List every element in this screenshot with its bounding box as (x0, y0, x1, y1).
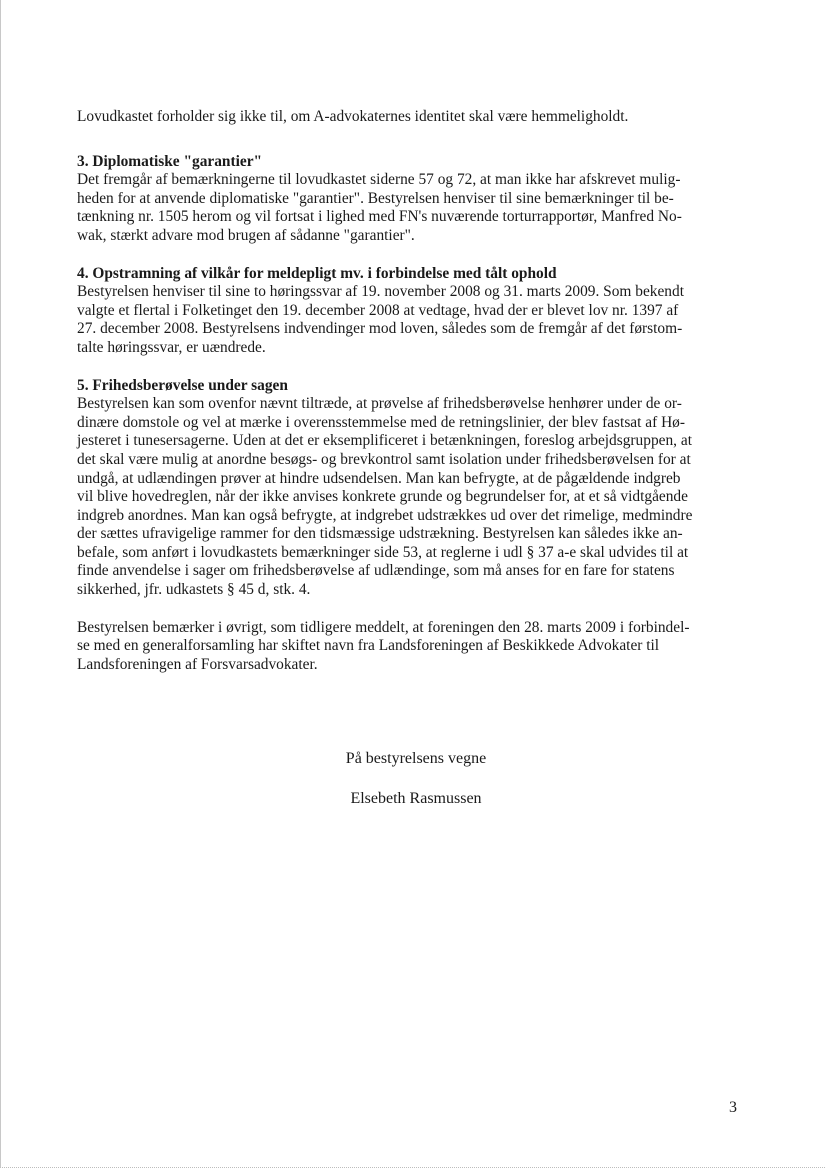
paragraph-line: det skal være mulig at anordne besøgs- og brevkontrol samt isolation under frihedsberøvelsen for at (77, 450, 691, 468)
paragraph-line: valgte et flertal i Folketinget den 19. december 2008 at vedtage, hvad der er blevet lov nr. 1397 af (77, 301, 679, 319)
paragraph-line: indgreb anordnes. Man kan også befrygte, at indgrebet udstrækkes ud over det rimelige, medmindre (77, 506, 693, 524)
page-number: 3 (729, 1099, 737, 1116)
paragraph-line: heden for at anvende diplomatiske "garantier". Bestyrelsen henviser til sine bemærkninger til be- (77, 189, 674, 207)
paragraph-line: finde anvendelse i sager om frihedsberøvelse af udlændinge, som må anses for en fare for statens (77, 562, 675, 580)
paragraph-line: Det fremgår af bemærkningerne til lovudkastet siderne 57 og 72, at man ikke har afskrevet mulig- (77, 171, 681, 189)
paragraph-line: jesteret i tunesersagerne. Uden at det er eksemplificeret i betænkningen, foreslog arbejdsgruppen, at (77, 432, 692, 450)
paragraph-line: Bestyrelsen henviser til sine to høringssvar af 19. november 2008 og 31. marts 2009. Som bekendt (77, 283, 684, 301)
section-reporting-obligation (77, 265, 739, 358)
intro-paragraph: Lovudkastet forholder sig ikke til, om A-advokaternes identitet skal være hemmeligholdt. (77, 108, 629, 125)
paragraph-line: Landsforeningen af Forsvarsadvokater. (77, 655, 318, 673)
paragraph-line: befale, som anført i lovudkastets bemærkninger side 53, at reglerne i udl § 37 a-e skal udvides til at (77, 543, 689, 561)
paragraph-line: wak, stærkt advare mod brugen af sådanne "garantier". (77, 226, 415, 244)
paragraph-line: tænkning nr. 1505 herom og vil fortsat i lighed med FN's nuværende torturrapportør, Manfred No- (77, 208, 682, 226)
section-heading: 4. Opstramning af vilkår for meldepligt mv. i forbindelse med tålt ophold (77, 264, 557, 282)
paragraph-line: se med en generalforsamling har skiftet navn fra Landsforeningen af Beskikkede Advokater til (77, 637, 660, 655)
paragraph-line: vil blive hovedreglen, når der ikke anvises konkrete grunde og begrundelser for, at et så vidtgående (77, 488, 688, 506)
paragraph-line: Bestyrelsen bemærker i øvrigt, som tidligere meddelt, at foreningen den 28. marts 2009 i forbindel- (77, 618, 690, 636)
closing-paragraph (77, 619, 739, 675)
section-heading: 3. Diplomatiske "garantier" (77, 152, 263, 170)
paragraph-line: undgå, at udlændingen prøver at hindre udsendelsen. Man kan befrygte, at de pågældende indgreb (77, 469, 681, 487)
paragraph-line: dinære domstole og vel at mærke i overensstemmelse med de retningslinier, der blev fastsat af Hø- (77, 413, 686, 431)
paragraph-line: der sættes ufravigelige rammer for den tidsmæssige udstrækning. Bestyrelsen kan således ikke an- (77, 525, 683, 543)
paragraph-line: talte høringssvar, er uændrede. (77, 338, 266, 356)
section-deprivation-of-liberty (77, 377, 739, 600)
paragraph-line: sikkerhed, jfr. udkastets § 45 d, stk. 4. (77, 581, 311, 599)
section-heading: 5. Frihedsberøvelse under sagen (77, 376, 288, 394)
signature-name: Elsebeth Rasmussen (350, 790, 482, 807)
section-diplomatic-guarantees (77, 153, 739, 246)
signature-greeting: På bestyrelsens vegne (345, 750, 487, 767)
paragraph-line: 27. december 2008. Bestyrelsens indvendinger mod loven, således som de fremgår af det førstom- (77, 320, 683, 338)
paragraph-line: Bestyrelsen kan som ovenfor nævnt tiltræde, at prøvelse af frihedsberøvelse henhører under de or- (77, 395, 682, 413)
document-body (77, 108, 739, 742)
